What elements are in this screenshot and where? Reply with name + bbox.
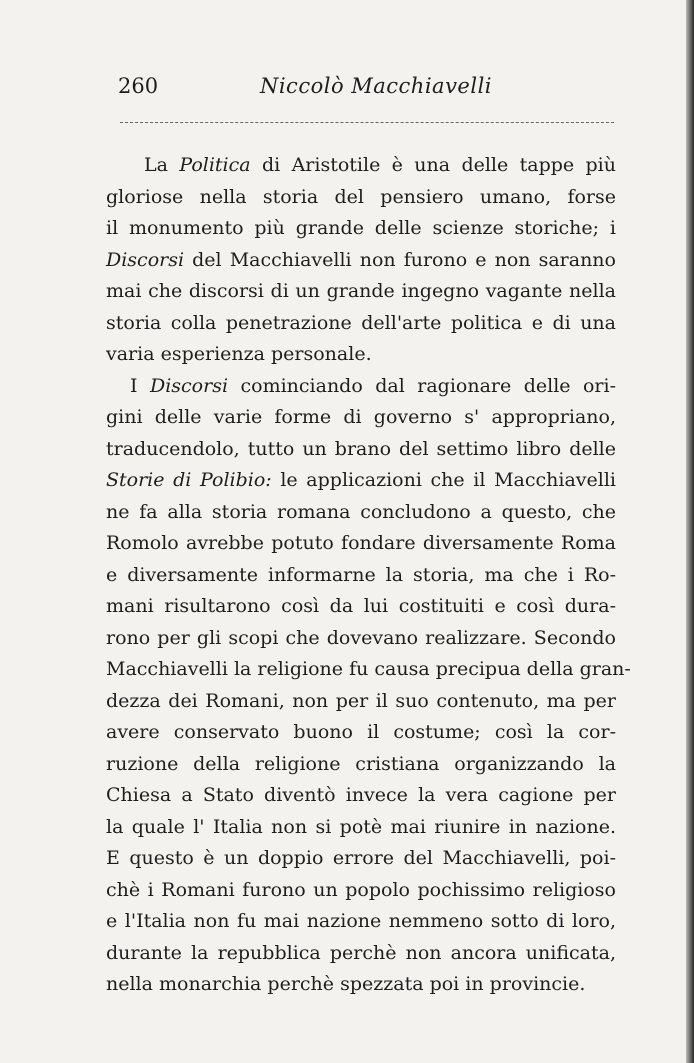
- text-line: [106, 812, 616, 844]
- text-line: [106, 339, 616, 371]
- body-text: [106, 150, 631, 1001]
- text-span: gini delle varie forme di governo s' appropriano,: [106, 406, 616, 428]
- text-line: [106, 749, 616, 781]
- text-line: [106, 654, 631, 686]
- text-line: [106, 686, 616, 718]
- text-span: ruzione della religione cristiana organizzando la: [106, 752, 616, 775]
- text-span: Politica: [179, 154, 251, 176]
- text-span: dezza dei Romani, non per il suo contenuto, ma per: [106, 689, 616, 712]
- text-span: traducendolo, tutto un brano del settimo libro delle: [106, 437, 616, 460]
- text-line: [106, 780, 616, 812]
- text-line: [106, 623, 616, 655]
- text-line: [106, 875, 616, 907]
- text-span: nella monarchia perchè spezzata poi in provincie.: [106, 973, 586, 995]
- text-span: e diversamente informarne la storia, ma che i Ro-: [106, 563, 616, 586]
- text-span: Storie di Polibio:: [106, 469, 272, 491]
- text-line: [106, 308, 616, 340]
- text-span: del Macchiavelli non furono e non saranno: [184, 248, 616, 271]
- paragraph: [106, 371, 631, 1001]
- text-line: [106, 402, 616, 434]
- text-span: Chiesa a Stato diventò invece la vera cagione per: [106, 784, 616, 806]
- text-line: [106, 245, 616, 277]
- text-span: il monumento più grande delle scienze storiche; i: [106, 217, 616, 239]
- text-span: rono per gli scopi che dovevano realizzare. Secondo: [106, 626, 616, 649]
- text-line: [106, 182, 616, 214]
- text-line: [106, 465, 616, 497]
- paragraph: [106, 150, 616, 371]
- text-span: Discorsi: [149, 374, 229, 397]
- text-span: La: [144, 154, 180, 176]
- text-span: cominciando dal ragionare delle ori-: [228, 374, 616, 397]
- page-number: 260: [118, 74, 159, 98]
- page-edge-shadow: [686, 0, 694, 1063]
- text-line: [106, 371, 616, 403]
- text-span: ne fa alla storia romana concludono a questo, che: [106, 500, 616, 523]
- text-line: [106, 434, 616, 466]
- text-span: chè i Romani furono un popolo pochissimo religioso: [106, 878, 616, 901]
- text-line: [106, 497, 616, 529]
- text-span: storia colla penetrazione dell'arte politica e di una: [106, 311, 616, 334]
- text-span: gloriose nella storia del pensiero umano, forse: [106, 185, 616, 208]
- text-span: Discorsi: [106, 248, 185, 271]
- text-span: le applicazioni che il Macchiavelli: [271, 469, 617, 491]
- text-span: Macchiavelli la religione fu causa precipua della gran-: [106, 658, 631, 680]
- running-title: Niccolò Macchiavelli: [259, 74, 493, 98]
- text-line: [106, 906, 616, 938]
- text-span: I: [130, 374, 150, 397]
- header-rule: [120, 122, 614, 123]
- text-line: [106, 560, 616, 592]
- text-span: e l'Italia non fu mai nazione nemmeno sotto di loro,: [106, 910, 616, 932]
- text-span: mai che discorsi di un grande ingegno vagante nella: [106, 280, 616, 302]
- text-span: la quale l' Italia non si potè mai riunire in nazione.: [106, 815, 616, 838]
- text-span: E questo è un doppio errore del Macchiavelli, poi-: [106, 847, 616, 869]
- text-line: [106, 213, 616, 245]
- page-header: [118, 74, 614, 102]
- text-span: varia esperienza personale.: [106, 343, 372, 365]
- text-line: [106, 591, 616, 623]
- text-line: [106, 150, 616, 182]
- text-span: mani risultarono così da lui costituiti e così dura-: [106, 595, 616, 617]
- text-line: [106, 276, 616, 308]
- text-span: avere conservato buono il costume; così la cor-: [106, 721, 616, 743]
- text-line: [106, 969, 616, 1001]
- text-span: di Aristotile è una delle tappe più: [250, 154, 616, 176]
- text-line: [106, 717, 616, 749]
- text-span: Romolo avrebbe potuto fondare diversamente Roma: [106, 532, 616, 554]
- text-span: durante la repubblica perchè non ancora unificata,: [106, 941, 616, 964]
- text-line: [106, 843, 616, 875]
- text-line: [106, 528, 616, 560]
- text-line: [106, 938, 616, 970]
